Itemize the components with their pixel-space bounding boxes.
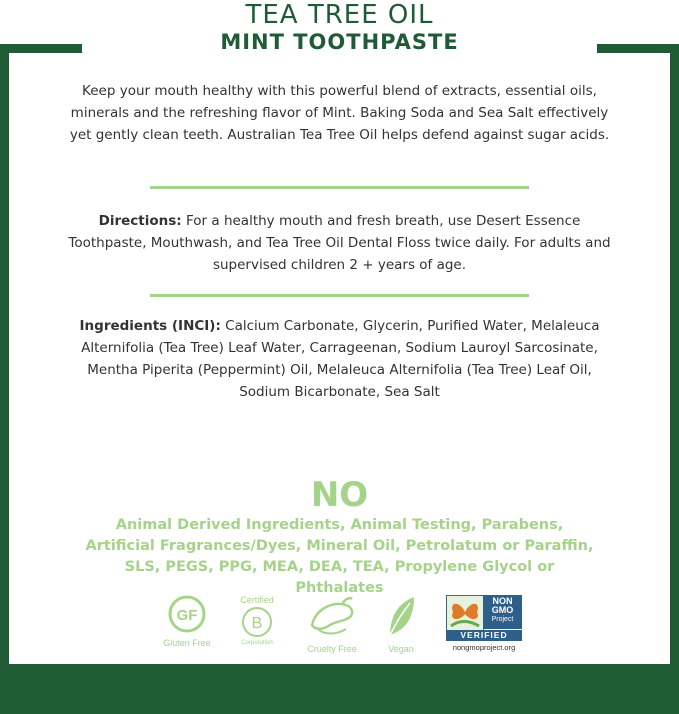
non-gmo-line1: NON: [492, 596, 513, 606]
divider: [150, 294, 529, 297]
certification-badges: [0, 595, 679, 665]
bcorp-icon: [241, 605, 273, 639]
product-title-line1: TEA TREE OIL: [245, 0, 434, 30]
frame-right-border: [670, 44, 679, 664]
gluten-free-mark: GF: [176, 607, 198, 624]
directions-label: Directions:: [98, 213, 182, 229]
leaping-bunny-icon: [306, 595, 358, 639]
ingredients-block: [60, 315, 619, 403]
directions-text: For a healthy mouth and fresh breath, use Desert Essence Toothpaste, Mouthwash, and Tea Tree Oil Dental Floss twice daily. For adults and supervised children 2 + years of age.: [68, 213, 611, 273]
vegan-badge: [384, 595, 418, 654]
bcorp-badge: [232, 595, 282, 646]
ingredients-text: Calcium Carbonate, Glycerin, Purified Water, Melaleuca Alternifolia (Tea Tree) Leaf Water, Carrageenan, Sodium Lauroyl Sarcosinate, Mentha Piperita (Peppermint) Oil, Melaleuca Alternifolia (Tea Tree) Leaf Oil, Sodium Bicarbonate, Sea Salt: [81, 318, 600, 400]
no-heading: NO: [310, 475, 369, 515]
butterfly-icon: [446, 595, 484, 631]
bottom-band: [0, 664, 679, 714]
non-gmo-badge: [444, 595, 524, 652]
cruelty-free-label: Cruelty Free: [307, 644, 357, 654]
bcorp-bottom-label: Corporation: [241, 640, 273, 646]
non-gmo-line3: Project: [491, 616, 514, 623]
gluten-free-label: Gluten Free: [163, 638, 211, 648]
bcorp-mark: B: [251, 615, 263, 632]
non-gmo-url: nongmoproject.org: [452, 643, 516, 652]
non-gmo-logo: [446, 595, 522, 643]
frame-left-border: [0, 44, 9, 664]
divider: [150, 186, 529, 189]
ingredients-label: Ingredients (INCI):: [79, 318, 221, 334]
product-title-line2: MINT TOOTHPASTE: [220, 30, 459, 54]
no-list-text: Animal Derived Ingredients, Animal Testing, Parabens, Artificial Fragrances/Dyes, Mineral Oil, Petrolatum or Paraffin, SLS, PEGS, PPG, MEA, DEA, TEA, Propylene Glycol or Phthalates: [85, 517, 594, 596]
non-gmo-verified-bar: VERIFIED: [446, 630, 522, 641]
leaf-icon: [386, 595, 416, 639]
directions-block: [60, 210, 619, 276]
description-text: Keep your mouth healthy with this powerful blend of extracts, essential oils, minerals and the refreshing flavor of Mint. Baking Soda and Sea Salt effectively yet gently clean teeth. Australian Tea Tree Oil helps defend against sugar acids.: [69, 83, 610, 143]
non-gmo-line2: GMO: [491, 605, 514, 615]
gluten-free-badge: [158, 595, 216, 648]
gluten-free-icon: [168, 595, 206, 633]
bcorp-top-label: Certified: [240, 595, 274, 605]
non-gmo-text: [483, 595, 522, 629]
vegan-label: Vegan: [388, 644, 414, 654]
cruelty-free-badge: [300, 595, 364, 654]
